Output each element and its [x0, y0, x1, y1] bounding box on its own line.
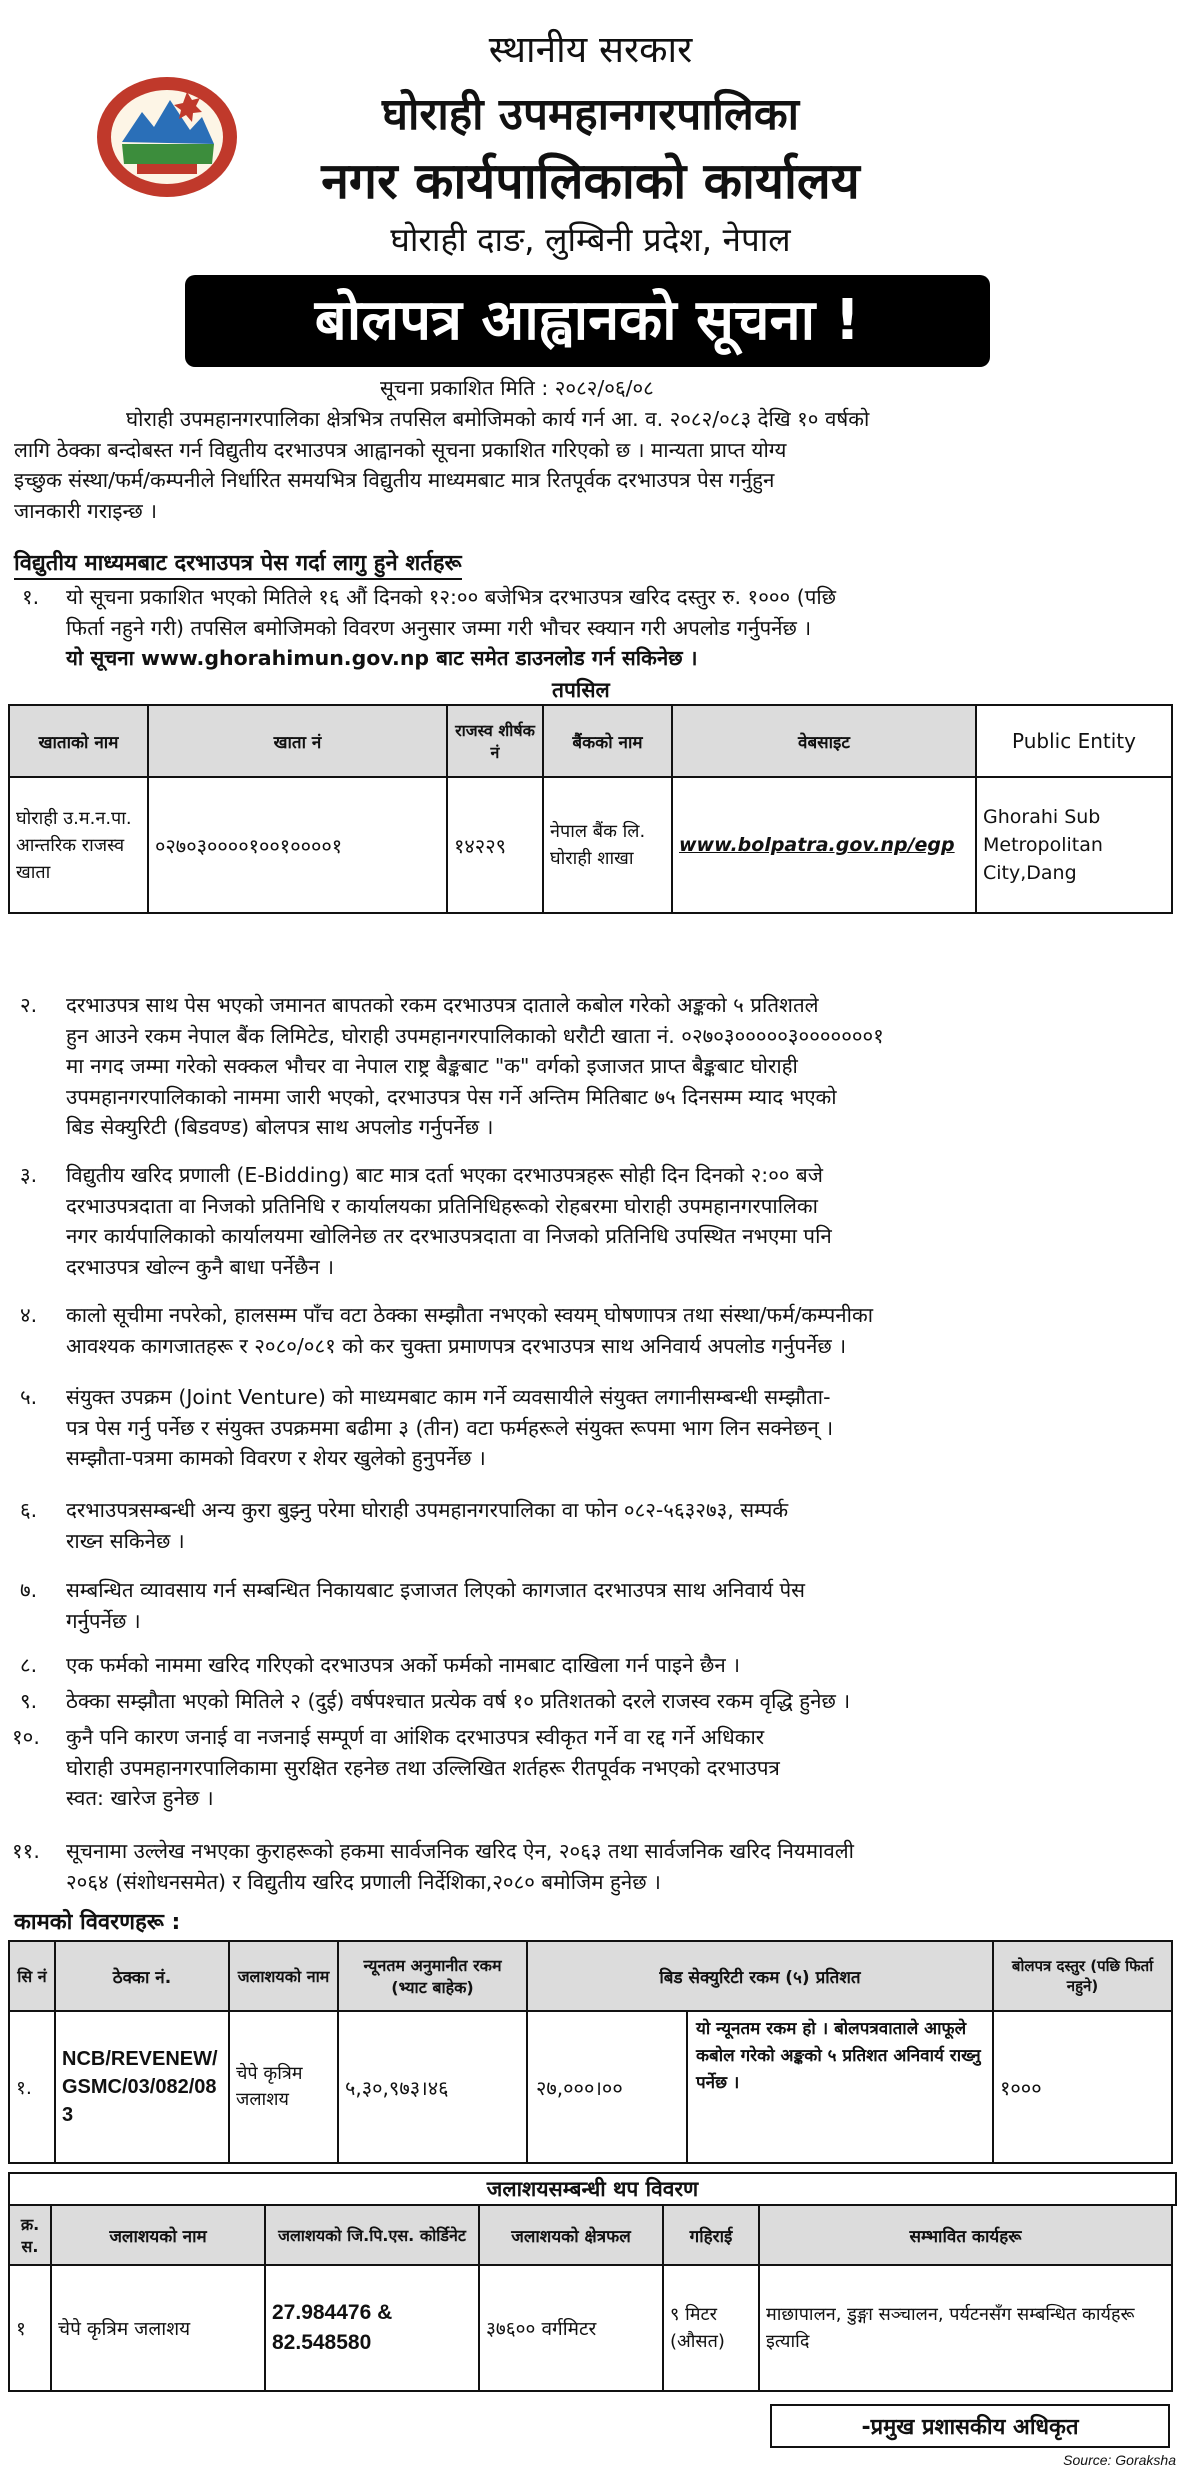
reservoir-depth-cell: ९ मिटर (औसत) [663, 2265, 759, 2391]
reservoir-header: सम्भावित कार्यहरू [759, 2205, 1172, 2265]
condition-line: आवश्यक कागजातहरू र २०८०/०८१ को कर चुक्ता प्रमाणपत्र दरभाउपत्र साथ अनिवार्य अपलोड गर्नुपर्नेछ । [66, 1333, 847, 1358]
condition-line: दरभाउपत्र साथ पेस भएको जमानत बापतको रकम दरभाउपत्र दाताले कबोल गरेको अङ्कको ५ प्रतिशतले [66, 993, 819, 1017]
condition-line: विद्युतीय खरिद प्रणाली (E-Bidding) बाट मात्र दर्ता भएका दरभाउपत्रहरू सोही दिन दिनको २:०० बजे [66, 1163, 823, 1187]
account-header: Public Entity [976, 705, 1172, 777]
condition-line: उपमहानगरपालिकाको नाममा जारी भएको, दरभाउपत्र पेस गर्ने अन्तिम मितिबाट ७५ दिनसम्म म्याद भएको [66, 1084, 837, 1109]
works-heading: कामको विवरणहरू : [14, 1910, 181, 1935]
works-header: न्यूनतम अनुमानीत रकम (भ्याट बाहेक) [338, 1941, 527, 2011]
account-header: बैंकको नाम [543, 705, 672, 777]
condition-number: १०. [12, 1725, 40, 1749]
condition-9 [66, 1686, 1176, 1717]
condition-11 [66, 1836, 1176, 1897]
condition-5 [66, 1382, 1176, 1474]
website-link[interactable]: www.bolpatra.gov.np/egp [672, 777, 976, 913]
condition-number: ४. [20, 1303, 38, 1327]
bank-cell: नेपाल बैंक लि. घोराही शाखा [543, 777, 672, 913]
header-address: घोराही दाङ, लुम्बिनी प्रदेश, नेपाल [390, 220, 791, 259]
works-header: जलाशयको नाम [229, 1941, 338, 2011]
condition-line: नगर कार्यपालिकाको कार्यालयमा खोलिनेछ तर दरभाउपत्रदाता वा निजको प्रतिनिधि उपस्थित नभएमा पनि [66, 1224, 832, 1248]
intro-line: इच्छुक संस्था/फर्म/कम्पनीले निर्धारित समयभित्र विद्युतीय माध्यमबाट मात्र रितपूर्वक दरभाउपत्र पेस गर्नुहुन [14, 468, 775, 492]
signatory-title: -प्रमुख प्रशासकीय अधिकृत [770, 2404, 1170, 2448]
account-header: वेबसाइट [672, 705, 976, 777]
intro-paragraph [14, 404, 1174, 526]
header-office: नगर कार्यपालिकाको कार्यालय [321, 152, 860, 210]
condition-line: राख्न सकिनेछ । [66, 1528, 185, 1553]
condition-line: हुन आउने रकम नेपाल बैंक लिमिटेड, घोराही उपमहानगरपालिकाको धरौटी खाता नं. ०२७०३०००००३०००००००१ [66, 1023, 884, 1048]
condition-4 [66, 1300, 1176, 1361]
tapasil-label: तपसिल [552, 676, 610, 706]
header-municipality: घोराही उपमहानगरपालिका [381, 89, 800, 140]
reservoir-name-cell: चेपे कृत्रिम जलाशय [51, 2265, 265, 2391]
condition-line: यो सूचना www.ghorahimun.gov.np बाट समेत डाउनलोड गर्न सकिनेछ । [66, 646, 698, 670]
works-header: बिड सेक्युरिटी रकम (५) प्रतिशत [527, 1941, 993, 2011]
gps-coordinate-cell: 27.984476 & 82.548580 [265, 2265, 479, 2391]
account-header: खाता नं [148, 705, 447, 777]
condition-3 [66, 1160, 1176, 1282]
condition-number: १. [22, 585, 40, 609]
revenue-head-cell: १४२२९ [447, 777, 543, 913]
condition-line: सम्बन्धित व्यावसाय गर्न सम्बन्धित निकायबाट इजाजत लिएको कागजात दरभाउपत्र साथ अनिवार्य पेस [66, 1578, 806, 1602]
works-header: सि नं [9, 1941, 55, 2011]
condition-line: फिर्ता नहुने गरी) तपसिल बमोजिमको विवरण अनुसार जम्मा गरी भौचर स्क्यान गरी अपलोड गर्नुपर्नेछ । [66, 615, 812, 640]
condition-line: एक फर्मको नाममा खरिद गरिएको दरभाउपत्र अर्को फर्मको नामबाट दाखिला गर्न पाइने छैन । [66, 1653, 741, 1677]
condition-line: पत्र पेस गर्नु पर्नेछ र संयुक्त उपक्रममा बढीमा ३ (तीन) वटा फर्महरूले संयुक्त रूपमा भाग लिन सक्नेछन् । [66, 1415, 834, 1440]
account-header: राजस्व शीर्षक नं [447, 705, 543, 777]
condition-line: यो सूचना प्रकाशित भएको मितिले १६ औं दिनको १२:०० बजेभित्र दरभाउपत्र खरिद दस्तुर रु. १००० (पछि [66, 585, 837, 609]
account-table [8, 704, 1173, 914]
works-header: बोलपत्र दस्तुर (पछि फिर्ता नहुने) [993, 1941, 1172, 2011]
public-entity-cell: Ghorahi Sub Metropolitan City,Dang [976, 777, 1172, 913]
intro-line: जानकारी गराइन्छ । [14, 498, 157, 523]
reservoir-area-cell: ३७६०० वर्गमिटर [479, 2265, 663, 2391]
minimum-amount-cell: ५,३०,९७३।४६ [338, 2011, 527, 2163]
possible-activities-cell: माछापालन, डुङ्गा सञ्चालन, पर्यटनसँग सम्बन्धित कार्यहरू इत्यादि [759, 2265, 1172, 2391]
condition-number: ५. [20, 1385, 38, 1409]
condition-line: सूचनामा उल्लेख नभएका कुराहरूको हकमा सार्वजनिक खरिद ऐन, २०६३ तथा सार्वजनिक खरिद नियमावली [66, 1839, 854, 1863]
condition-number: ६. [20, 1498, 38, 1522]
condition-line: दरभाउपत्रसम्बन्धी अन्य कुरा बुझ्नु परेमा घोराही उपमहानगरपालिका वा फोन ०८२-५६३२७३, सम्पर्क [66, 1498, 789, 1522]
reservoir-header: क्र. स. [9, 2205, 51, 2265]
reservoir-header: जलाशयको जि.पि.एस. कोर्डिनेट [265, 2205, 479, 2265]
header-line1: स्थानीय सरकार [488, 28, 693, 71]
condition-line: संयुक्त उपक्रम (Joint Venture) को माध्यमबाट काम गर्ने व्यवसायीले संयुक्त लगानीसम्बन्धी सम्झौता- [66, 1385, 831, 1409]
reservoir-details-heading: जलाशयसम्बन्धी थप विवरण [8, 2172, 1177, 2206]
condition-line: दरभाउपत्र खोल्न कुनै बाधा पर्नेछैन । [66, 1254, 335, 1279]
bid-security-cell [527, 2011, 993, 2163]
condition-2 [66, 990, 1176, 1143]
reservoir-sn-cell: १ [9, 2265, 51, 2391]
condition-number: २. [20, 993, 38, 1017]
works-table [8, 1940, 1173, 2164]
reservoir-header: जलाशयको नाम [51, 2205, 265, 2265]
source-credit: Source: Goraksha [1063, 2452, 1176, 2468]
account-name-cell: घोराही उ.म.न.पा. आन्तरिक राजस्व खाता [9, 777, 148, 913]
condition-line: गर्नुपर्नेछ । [66, 1608, 141, 1633]
account-header: खाताको नाम [9, 705, 148, 777]
condition-number: ११. [12, 1839, 40, 1863]
published-date: सूचना प्रकाशित मिति : २०८२/०६/०८ [380, 376, 654, 400]
condition-6 [66, 1495, 1176, 1556]
condition-line: बिड सेक्युरिटी (बिडवण्ड) बोलपत्र साथ अपलोड गर्नुपर्नेछ । [66, 1115, 494, 1139]
condition-line: स्वत: खारेज हुनेछ । [66, 1786, 214, 1810]
reservoir-name-cell: चेपे कृत्रिम जलाशय [229, 2011, 338, 2163]
reservoir-header: जलाशयको क्षेत्रफल [479, 2205, 663, 2265]
condition-number: ३. [20, 1163, 38, 1187]
condition-line: दरभाउपत्रदाता वा निजको प्रतिनिधि र कार्यालयका प्रतिनिधिहरूको रोहबरमा घोराही उपमहानगरपालिका [66, 1193, 818, 1218]
condition-number: ७. [20, 1578, 38, 1602]
condition-line: घोराही उपमहानगरपालिकामा सुरक्षित रहनेछ तथा उल्लिखित शर्तहरू रीतपूर्वक नभएको दरभाउपत्र [66, 1755, 780, 1780]
condition-line: कुनै पनि कारण जनाई वा नजनाई सम्पूर्ण वा आंशिक दरभाउपत्र स्वीकृत गर्ने वा रद्द गर्ने अधिकार [66, 1725, 765, 1749]
conditions-heading: विद्युतीय माध्यमबाट दरभाउपत्र पेस गर्दा लागु हुने शर्तहरू [14, 550, 462, 580]
bid-fee-cell: १००० [993, 2011, 1172, 2163]
account-number-cell: ०२७०३००००१००१००००१ [148, 777, 447, 913]
reservoir-table [8, 2204, 1173, 2392]
intro-line: घोराही उपमहानगरपालिका क्षेत्रभित्र तपसिल बमोजिमको कार्य गर्न आ. व. २०८२/०८३ देखि १० वर्षको [126, 407, 870, 431]
notice-banner: बोलपत्र आह्वानको सूचना ! [185, 275, 990, 367]
condition-number: ८. [20, 1653, 38, 1677]
bid-security-note: यो न्यूनतम रकम हो । बोलपत्रवाताले आफूले कबोल गरेको अङ्कको ५ प्रतिशत अनिवार्य राख्नु पर्नेछ । [696, 2019, 981, 2093]
condition-line: मा नगद जम्मा गरेको सक्कल भौचर वा नेपाल राष्ट्र बैङ्कबाट "क" वर्गको इजाजत प्राप्त बैङ्कबाट घोराही [66, 1054, 798, 1078]
condition-line: ठेक्का सम्झौता भएको मितिले २ (दुई) वर्षपश्चात प्रत्येक वर्ष १० प्रतिशतको दरले राजस्व रकम वृद्धि हुनेछ । [66, 1689, 851, 1713]
condition-7 [66, 1575, 1176, 1636]
contract-number-cell: NCB/REVENEW/GSMC/03/082/083 [55, 2011, 229, 2163]
works-sn-cell: १. [9, 2011, 55, 2163]
intro-line: लागि ठेक्का बन्दोबस्त गर्न विद्युतीय दरभाउपत्र आह्वानको सूचना प्रकाशित गरिएको छ । मान्यता प्राप्त योग्य [14, 437, 787, 462]
condition-8 [66, 1650, 1176, 1681]
condition-10 [66, 1722, 1176, 1814]
bid-security-amount: २७,०००।०० [528, 2012, 688, 2162]
condition-1 [66, 582, 1176, 674]
condition-number: ९. [20, 1689, 38, 1713]
condition-line: २०६४ (संशोधनसमेत) र विद्युतीय खरिद प्रणाली निर्देशिका,२०८० बमोजिम हुनेछ । [66, 1869, 661, 1894]
condition-line: कालो सूचीमा नपरेको, हालसम्म पाँच वटा ठेक्का सम्झौता नभएको स्वयम् घोषणापत्र तथा संस्था/फर्म/कम्पनीका [66, 1303, 874, 1327]
condition-line: सम्झौता-पत्रमा कामको विवरण र शेयर खुलेको हुनुपर्नेछ । [66, 1446, 486, 1470]
works-header: ठेक्का नं. [55, 1941, 229, 2011]
reservoir-header: गहिराई [663, 2205, 759, 2265]
